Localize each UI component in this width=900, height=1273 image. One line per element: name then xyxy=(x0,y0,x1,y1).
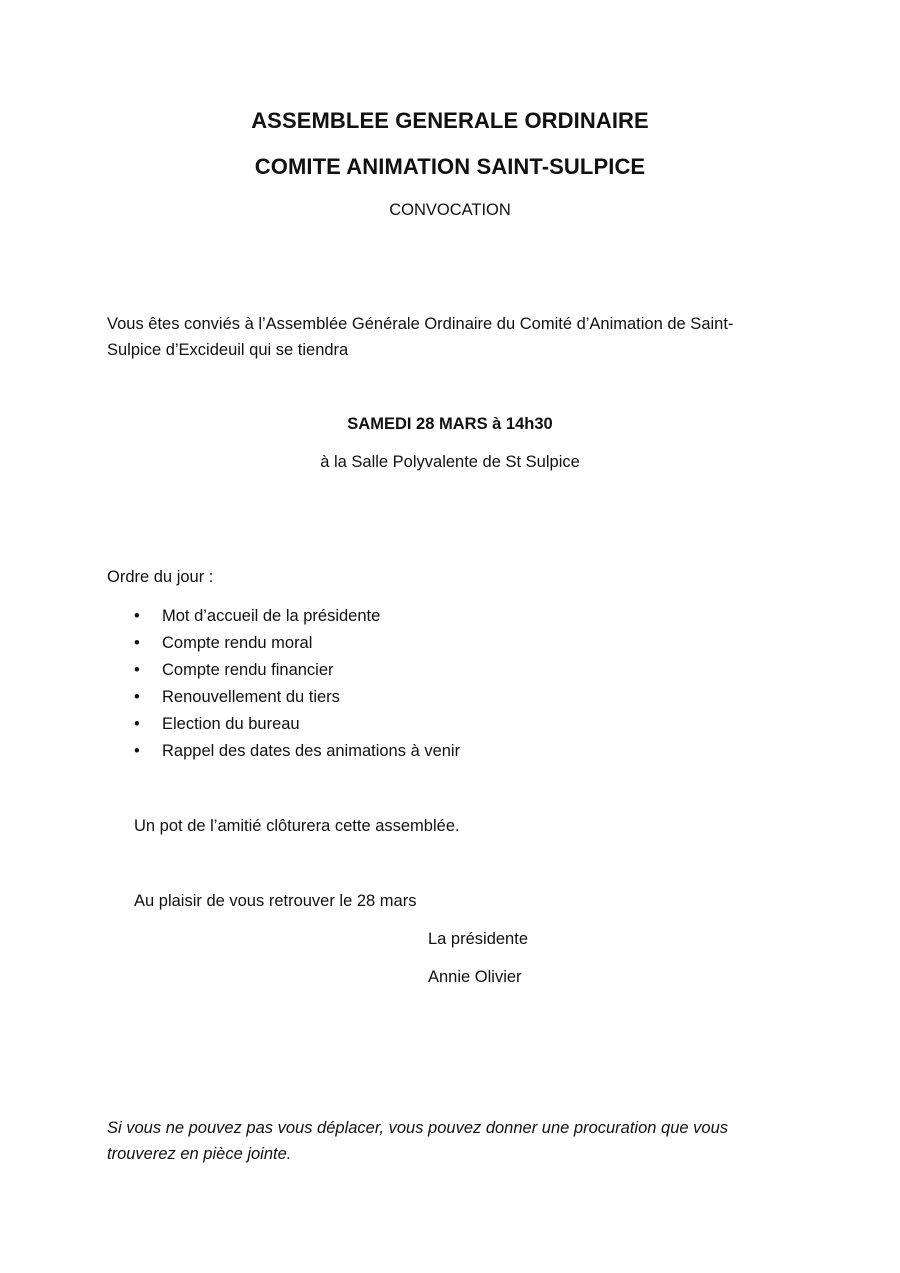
agenda-item xyxy=(107,711,460,738)
bullet-icon: • xyxy=(134,715,140,733)
agenda-item xyxy=(107,738,460,765)
agenda-item xyxy=(107,630,460,657)
agenda-item-label: Mot d’accueil de la présidente xyxy=(162,607,381,625)
bullet-icon: • xyxy=(134,607,140,625)
bullet-icon: • xyxy=(134,634,140,652)
agenda-item-label: Rappel des dates des animations à venir xyxy=(162,742,461,760)
title-line-2: COMITE ANIMATION SAINT-SULPICE xyxy=(254,154,646,179)
signature-role: La présidente xyxy=(428,930,528,948)
agenda-heading: Ordre du jour : xyxy=(107,568,214,586)
bullet-icon: • xyxy=(134,661,140,679)
agenda-item xyxy=(107,684,460,711)
bullet-icon: • xyxy=(134,688,140,706)
agenda-item xyxy=(107,657,460,684)
agenda-list xyxy=(107,603,460,765)
agenda-item xyxy=(107,603,460,630)
intro-paragraph: Vous êtes conviés à l’Assemblée Générale Ordinaire du Comité d’Animation de Saint-Sulpice d’Excideuil qui se tiendra xyxy=(107,315,734,359)
subtitle-convocation: CONVOCATION xyxy=(389,201,511,219)
event-location: à la Salle Polyvalente de St Sulpice xyxy=(320,453,580,471)
agenda-item-label: Compte rendu moral xyxy=(162,634,313,652)
event-date: SAMEDI 28 MARS à 14h30 xyxy=(347,415,553,433)
closing-pot: Un pot de l’amitié clôturera cette assemblée. xyxy=(134,817,460,835)
signature-name: Annie Olivier xyxy=(428,968,522,986)
agenda-item-label: Renouvellement du tiers xyxy=(162,688,340,706)
title-line-1: ASSEMBLEE GENERALE ORDINAIRE xyxy=(251,108,649,133)
footer-note: Si vous ne pouvez pas vous déplacer, vous pouvez donner une procuration que vous trouverez en pièce jointe. xyxy=(107,1119,728,1163)
bullet-icon: • xyxy=(134,742,140,760)
agenda-item-label: Compte rendu financier xyxy=(162,661,334,679)
closing-greeting: Au plaisir de vous retrouver le 28 mars xyxy=(134,892,417,910)
agenda-item-label: Election du bureau xyxy=(162,715,300,733)
